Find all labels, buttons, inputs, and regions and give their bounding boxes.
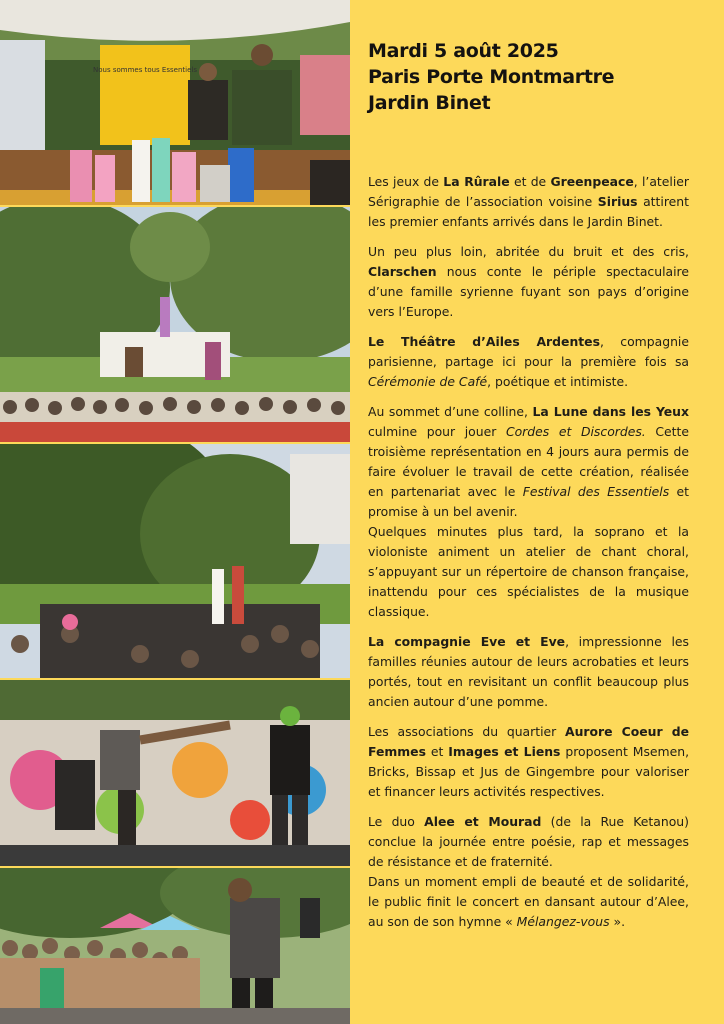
heading-date: Mardi 5 août 2025 [368, 40, 559, 62]
paragraph-associations: Les associations du quartier Aurore Coeur de Femmes et Images et Liens proposent Msemen, Bricks, Bissap et Jus de Gingembre pour valoriser et financer leurs activités respectives. [368, 724, 690, 799]
paragraph-choral-workshop: Quelques minutes plus tard, la soprano et la violoniste animent un atelier de chant choral, s’appuyant sur un répertoire de chanson française, inattendu pour ces spécialistes de la musique classique. [368, 524, 689, 619]
photo-screen-printing-workshop [0, 0, 350, 205]
heading-location: Paris Porte Montmartre [368, 66, 615, 88]
paragraph-clarschen: Un peu plus loin, abritée du bruit et des cris, Clarschen nous conte le périple spectaculaire d’une famille syrienne fuyant son pays d’origine vers l’Europe. [368, 244, 689, 319]
article-text-column [368, 38, 689, 942]
paragraph-theatre-ailes-ardentes: Le Théâtre d’Ailes Ardentes, compagnie parisienne, partage ici pour la première fois sa Cérémonie de Café, poétique et intimiste. [368, 334, 689, 389]
paragraph-opening-activities: Les jeux de La Rûrale et de Greenpeace, l’atelier Sérigraphie de l’association voisine Sirius attirent les premier enfants arrivés dans le Jardin Binet. [368, 174, 690, 229]
photo-acrobatic-performance [0, 680, 350, 866]
paragraph-closing-concert: Dans un moment empli de beauté et de solidarité, le public finit le concert en dansant autour d’Alee, au son de son hymne « Mélangez-vous ». [368, 874, 689, 929]
photo-column [0, 0, 350, 1024]
article-heading [368, 38, 689, 116]
paragraph-eve-et-eve: La compagnie Eve et Eve, impressionne les familles réunies autour de leurs acrobaties et leurs portés, tout en revisitant un conflit beaucoup plus ancien autour d’une pomme. [368, 634, 689, 709]
paragraph-lune-dans-les-yeux: Au sommet d’une colline, La Lune dans les Yeux culmine pour jouer Cordes et Discordes. Cette troisième représentation en 4 jours aura permis de faire évoluer le travail de cette création, réalisée en partenariat avec le Festival des Essentiels et promise à un bel avenir. [368, 404, 690, 519]
tshirt-print-text: Nous sommes tous Essentiels [93, 66, 197, 74]
photo-park-stage-audience [0, 207, 350, 442]
heading-venue: Jardin Binet [368, 92, 491, 114]
paragraph-alee-et-mourad: Le duo Alee et Mourad (de la Rue Ketanou) conclue la journée entre poésie, rap et messages de résistance et de fraternité. [368, 814, 689, 869]
photo-concert-dancing-crowd [0, 868, 350, 1024]
photo-choral-workshop [0, 444, 350, 678]
